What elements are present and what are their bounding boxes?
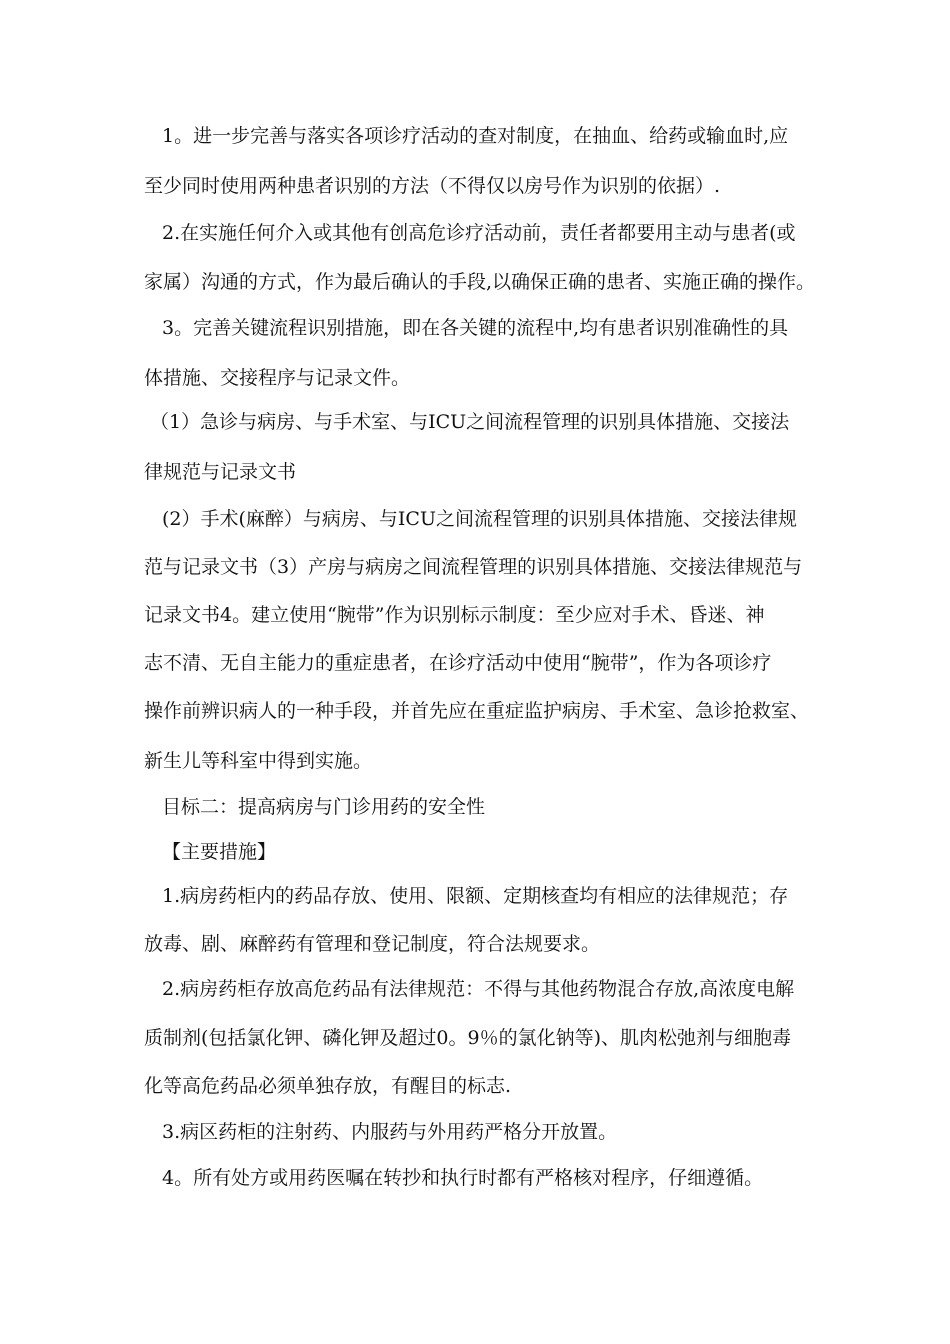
paragraph-line: (2）手术(麻醉）与病房、与ICU之间流程管理的识别具体措施、交接法律规 — [162, 508, 797, 530]
paragraph-line: 2.在实施任何介入或其他有创高危诊疗活动前，责任者都要用主动与患者(或 — [162, 222, 796, 244]
paragraph-line: 志不清、无自主能力的重症患者，在诊疗活动中使用“腕带”，作为各项诊疗 — [144, 652, 772, 674]
paragraph-line: 家属）沟通的方式，作为最后确认的手段,以确保正确的患者、实施正确的操作。 — [144, 271, 816, 293]
paragraph-line: 3.病区药柜的注射药、内服药与外用药严格分开放置。 — [162, 1121, 618, 1143]
paragraph-line: 至少同时使用两种患者识别的方法（不得仅以房号作为识别的依据）. — [144, 175, 721, 197]
paragraph-line: 2.病房药柜存放高危药品有法律规范：不得与其他药物混合存放,高浓度电解 — [162, 978, 795, 1000]
paragraph-line: 化等高危药品必须单独存放，有醒目的标志. — [144, 1075, 512, 1097]
paragraph-line: （1）急诊与病房、与手术室、与ICU之间流程管理的识别具体措施、交接法 — [150, 411, 790, 433]
section-heading: 目标二：提高病房与门诊用药的安全性 — [162, 796, 486, 818]
paragraph-line: 记录文书4。建立使用“腕带”作为识别标示制度：至少应对手术、昏迷、神 — [144, 604, 765, 626]
paragraph-line: 1.病房药柜内的药品存放、使用、限额、定期核查均有相应的法律规范；存 — [162, 885, 789, 907]
paragraph-line: 4。所有处方或用药医嘱在转抄和执行时都有严格核对程序，仔细遵循。 — [162, 1167, 764, 1189]
paragraph-line: 体措施、交接程序与记录文件。 — [144, 367, 411, 389]
paragraph-line: 1。进一步完善与落实各项诊疗活动的查对制度，在抽血、给药或输血时,应 — [162, 125, 789, 147]
paragraph-line: 律规范与记录文书 — [144, 461, 297, 483]
paragraph-line: 操作前辨识病人的一种手段，并首先应在重症监护病房、手术室、急诊抢救室、 — [144, 700, 810, 722]
paragraph-line: 范与记录文书（3）产房与病房之间流程管理的识别具体措施、交接法律规范与 — [144, 556, 803, 578]
subsection-heading: 【主要措施】 — [162, 841, 277, 863]
paragraph-line: 质制剂(包括氯化钾、磷化钾及超过0。9％的氯化钠等)、肌肉松弛剂与细胞毒 — [144, 1027, 792, 1049]
paragraph-line: 放毒、剧、麻醉药有管理和登记制度，符合法规要求。 — [144, 933, 601, 955]
paragraph-line: 新生儿等科室中得到实施。 — [144, 750, 373, 772]
paragraph-line: 3。完善关键流程识别措施，即在各关键的流程中,均有患者识别准确性的具 — [162, 317, 789, 339]
